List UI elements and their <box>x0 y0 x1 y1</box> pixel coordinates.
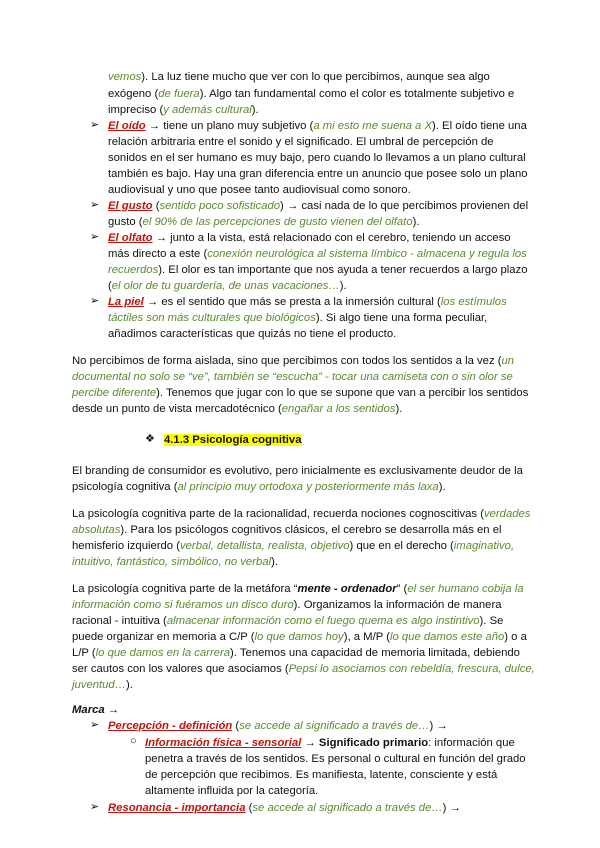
text-run: → <box>104 704 120 716</box>
example-text: vemos <box>108 71 142 83</box>
text-run: ) → <box>442 802 461 814</box>
text-run: puede organizar en memoria a C/P ( <box>72 631 255 643</box>
vista-text-line <box>108 69 490 85</box>
percepcion-item <box>108 718 448 734</box>
text-run: añadimos características que quizás no tiene el producto. <box>108 328 397 340</box>
text-run: ). <box>438 481 446 493</box>
paragraph-line <box>72 401 402 417</box>
text-run: ). <box>339 280 347 292</box>
info-item-line <box>145 751 526 767</box>
example-text: verbal, detallista, realista, objetivo <box>180 540 350 552</box>
text-run: sonidos en el ser humano es muy bajo, pero cuando lo llevamos a un plano cultural <box>108 152 526 164</box>
example-text: se accede al significado a través de… <box>252 802 443 814</box>
circle-bullet-icon: ○ <box>130 735 137 747</box>
text-run: ). Se <box>479 615 504 627</box>
text-run: hemisferio izquierdo ( <box>72 540 180 552</box>
text-run: ). El olor es tan importante que nos ayuda a tener recuerdos a largo plazo <box>158 264 528 276</box>
text-run: L/P ( <box>72 647 96 659</box>
text-run: ( <box>232 720 240 732</box>
text-run: → tiene un plano muy subjetivo ( <box>145 120 314 132</box>
section-heading <box>164 432 302 448</box>
paragraph-line <box>72 677 133 693</box>
example-text: los estímulos <box>440 296 507 308</box>
text-run: La psicología cognitiva parte de la racionalidad, recuerda nociones cognoscitivas ( <box>72 508 484 520</box>
term-label: Información física - sensorial <box>145 737 302 749</box>
paragraph-line <box>72 629 527 645</box>
bold-text: Significado primario <box>318 737 429 749</box>
emphasis-text: mente - ordenador <box>297 583 397 595</box>
section-heading-text: 4.1.3 Psicología cognitiva <box>164 434 302 446</box>
text-run: ). Tenemos una capacidad de memoria limitada, debiendo <box>230 647 520 659</box>
paragraph-line <box>72 479 446 495</box>
text-run: desde un punto de vista mercadotécnico ( <box>72 403 282 415</box>
example-text: intuitivo, fantástico, simbólico, no verbal <box>72 556 272 568</box>
paragraph-line <box>72 554 278 570</box>
text-run: La psicología cognitiva parte de la metáfora “ <box>72 583 298 595</box>
text-run: ), a M/P ( <box>343 631 390 643</box>
info-item-line <box>145 783 318 799</box>
olfato-item-line <box>108 262 528 278</box>
text-run: : información que <box>428 737 515 749</box>
arrow-bullet-icon: ➢ <box>90 719 100 731</box>
text-run: ). <box>126 679 133 691</box>
example-text: y además cultural <box>163 104 252 116</box>
diamond-bullet-icon: ❖ <box>145 433 155 445</box>
example-text: de fuera <box>158 88 200 100</box>
text-run: ). La luz tiene mucho que ver con lo que percibimos, aunque sea algo <box>141 71 490 83</box>
oido-item-line <box>108 150 526 166</box>
text-run: ). <box>412 216 420 228</box>
example-text: el 90% de las percepciones de gusto vienen del olfato <box>142 216 413 228</box>
term-label: Resonancia - importancia <box>108 802 246 814</box>
gusto-item-line <box>108 214 420 230</box>
paragraph-line <box>72 506 530 522</box>
example-text: táctiles son más culturales que biológicos <box>108 312 316 324</box>
resonancia-item <box>108 800 461 816</box>
example-text: lo que damos este año <box>389 631 505 643</box>
paragraph-line <box>72 369 513 385</box>
piel-item-line <box>108 310 487 326</box>
text-run: ). Si algo tiene una forma peculiar, <box>315 312 488 324</box>
text-run: ). Tenemos que jugar con lo que se supone que van a percibir los sentidos <box>156 387 529 399</box>
example-text: un <box>501 355 515 367</box>
paragraph-line <box>72 613 503 629</box>
example-text: conexión neurológica al sistema límbico - almacena y regula los <box>207 248 527 260</box>
text-run: también es bajo. Hay una gran diferencia entre un anuncio que posee solo un plano <box>108 168 528 180</box>
paragraph-line <box>72 522 502 538</box>
text-run: gusto ( <box>108 216 143 228</box>
term-label: El gusto <box>108 200 153 212</box>
arrow-bullet-icon: ➢ <box>90 295 100 307</box>
olfato-item-line <box>108 230 511 246</box>
example-text: percibe diferente <box>72 387 157 399</box>
text-run: de percepción que recibimos. Es manifiesta, latente, consciente y está <box>145 769 498 781</box>
example-text: engañar a los sentidos <box>281 403 396 415</box>
text-run: ) → casi nada de lo que percibimos provienen del <box>280 200 529 212</box>
example-text: documental no solo se “ve”, también se “escucha” - tocar una camiseta con o sin olor se <box>72 371 513 383</box>
text-run: → <box>301 737 319 749</box>
text-run: ( <box>245 802 253 814</box>
vista-text-line <box>108 86 514 102</box>
example-text: lo que damos hoy <box>254 631 344 643</box>
term-label: Percepción - definición <box>108 720 233 732</box>
text-run: → es el sentido que más se presta a la inmersión cultural ( <box>143 296 441 308</box>
emphasis-text: Marca <box>72 704 105 716</box>
paragraph-line <box>72 581 524 597</box>
arrow-bullet-icon: ➢ <box>90 119 100 131</box>
text-run: psicología cognitiva ( <box>72 481 178 493</box>
text-run: audiovisual y uno que posee tanto audiovisual como sonoro. <box>108 184 411 196</box>
text-run: ” ( <box>396 583 408 595</box>
text-run: exógeno ( <box>108 88 159 100</box>
text-run: ). El oído tiene una <box>432 120 527 132</box>
oido-item-line <box>108 182 411 198</box>
arrow-bullet-icon: ➢ <box>90 199 100 211</box>
paragraph-line <box>72 661 535 677</box>
text-run: relación arbitraria entre el sonido y el significado. El umbral de percepción de <box>108 136 494 148</box>
example-text: juventud… <box>72 679 127 691</box>
text-run: penetra a través de los sentidos. Es personal o cultural en función del grado <box>145 753 526 765</box>
example-text: recuerdos <box>108 264 159 276</box>
text-run: ). Algo tan fundamental como el color es totalmente subjetivo e <box>199 88 515 100</box>
text-run: ) o a <box>504 631 527 643</box>
info-item-line <box>145 767 497 783</box>
oido-item-line <box>108 134 494 150</box>
text-run: ). Para los psicólogos cognitivos clásicos, el cerebro se desarrolla más en el <box>120 524 502 536</box>
example-text: absolutas <box>72 524 121 536</box>
text-run: ). <box>251 104 259 116</box>
marca-label <box>72 702 119 718</box>
oido-item-line <box>108 166 528 182</box>
paragraph-line <box>72 597 502 613</box>
text-run: ( <box>108 280 112 292</box>
term-label: El oído <box>108 120 146 132</box>
text-run: ). <box>271 556 278 568</box>
example-text: el olor de tu guardería, de unas vacaciones… <box>111 280 340 292</box>
arrow-bullet-icon: ➢ <box>90 801 100 813</box>
text-run: más directo a este ( <box>108 248 208 260</box>
piel-item-line <box>108 326 396 342</box>
info-item-line <box>145 735 515 751</box>
example-text: al principio muy ortodoxa y posteriormente más laxa <box>177 481 439 493</box>
example-text: el ser humano cobija la <box>407 583 524 595</box>
text-run: ) → <box>429 720 448 732</box>
paragraph-line <box>72 645 520 661</box>
example-text: lo que damos en la carrera <box>95 647 231 659</box>
paragraph-line <box>72 538 514 554</box>
text-run: No percibimos de forma aislada, sino que percibimos con todos los sentidos a la vez ( <box>72 355 502 367</box>
example-text: a mi esto me suena a X <box>313 120 433 132</box>
example-text: Pepsi lo asociamos con rebeldía, frescura, dulce, <box>288 663 535 675</box>
olfato-item-line <box>108 246 527 262</box>
text-run: ). Organizamos la información de manera <box>293 599 502 611</box>
text-run: impreciso ( <box>108 104 164 116</box>
olfato-item-line <box>108 278 347 294</box>
text-run: racional - intuitiva ( <box>72 615 167 627</box>
example-text: verdades <box>483 508 531 520</box>
text-run: El branding de consumidor es evolutivo, pero inicialmente es exclusivamente deudor de la <box>72 465 523 477</box>
text-run: ser cautos con los valores que asociamos ( <box>72 663 289 675</box>
text-run: → junto a la vista, está relacionado con el cerebro, teniendo un acceso <box>152 232 511 244</box>
vista-text-line <box>108 102 259 118</box>
text-run: altamente influida por la categoría. <box>145 785 319 797</box>
arrow-bullet-icon: ➢ <box>90 231 100 243</box>
paragraph-line <box>72 385 528 401</box>
term-label: El olfato <box>108 232 153 244</box>
example-text: almacenar información como el fuego quema es algo instintivo <box>166 615 480 627</box>
example-text: se accede al significado a través de… <box>239 720 430 732</box>
gusto-item-line <box>108 198 528 214</box>
example-text: imaginativo, <box>453 540 515 552</box>
example-text: información como si fuéramos un disco duro <box>72 599 294 611</box>
text-run: ( <box>152 200 160 212</box>
term-label: La piel <box>108 296 144 308</box>
paragraph-line <box>72 463 523 479</box>
oido-item-line <box>108 118 527 134</box>
paragraph-line <box>72 353 514 369</box>
text-run: ). <box>395 403 403 415</box>
example-text: sentido poco sofisticado <box>159 200 281 212</box>
piel-item-line <box>108 294 507 310</box>
text-run: ) que en el derecho ( <box>349 540 454 552</box>
